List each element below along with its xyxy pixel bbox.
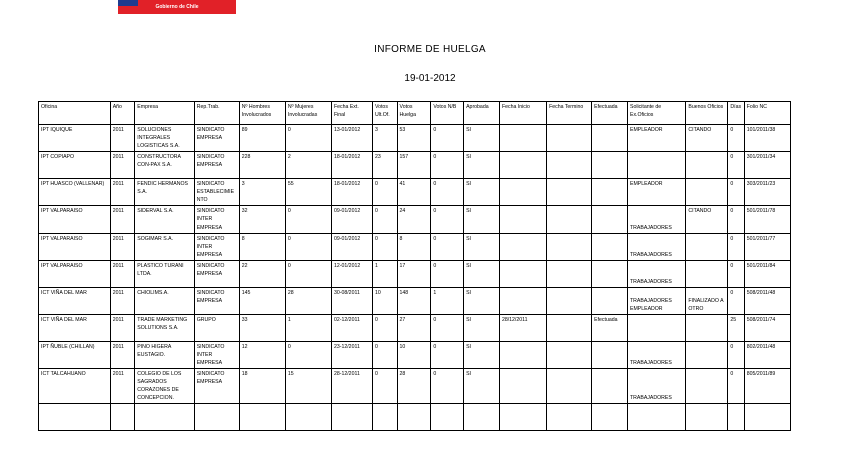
table-cell (627, 314, 685, 341)
table-cell: 0 (372, 314, 397, 341)
table-cell: 0 (285, 260, 331, 287)
table-cell: SI (464, 368, 500, 403)
table-cell (592, 233, 628, 260)
table-cell (547, 179, 592, 206)
table-cell: 0 (285, 125, 331, 152)
table-cell: 303/2011/23 (744, 179, 790, 206)
table-cell (499, 233, 546, 260)
table-cell: SI (464, 314, 500, 341)
table-cell: 0 (372, 233, 397, 260)
column-header: Nº Mujeres Involucradas (285, 102, 331, 125)
table-cell (499, 152, 546, 179)
table-cell: SINDICATO EMPRESA (194, 368, 239, 403)
table-cell: SINDICATO INTER EMPRESA (194, 341, 239, 368)
table-cell: 53 (397, 125, 431, 152)
table-cell: 0 (431, 125, 464, 152)
table-row (39, 206, 791, 233)
table-cell: 0 (285, 206, 331, 233)
table-cell (547, 233, 592, 260)
strike-report-table (38, 101, 791, 431)
table-cell (547, 341, 592, 368)
table-cell (499, 125, 546, 152)
table-cell (547, 314, 592, 341)
column-header: Fecha Inicio (499, 102, 546, 125)
table-cell: 508/2011/48 (744, 287, 790, 314)
column-header: Buenos Oficios (686, 102, 728, 125)
table-cell: 802/2011/48 (744, 341, 790, 368)
logo-flag-stripe (118, 0, 138, 6)
table-cell: 8 (239, 233, 285, 260)
table-cell: 0 (728, 206, 744, 233)
table-cell: 25 (728, 314, 744, 341)
table-cell: 22 (239, 260, 285, 287)
table-cell (686, 341, 728, 368)
table-cell: 1 (431, 287, 464, 314)
column-header: Nº Hombres Involucrados (239, 102, 285, 125)
table-cell: TRABAJADORES (627, 260, 685, 287)
table-cell: FENDIC HERMANOS S.A. (135, 179, 194, 206)
table-cell: CONSTRUCTORA CON-PAX S.A. (135, 152, 194, 179)
table-cell: TRABAJADORES EMPLEADOR (627, 287, 685, 314)
table-cell: SIDERVAL S.A. (135, 206, 194, 233)
table-cell: 55 (285, 179, 331, 206)
table-cell: SI (464, 233, 500, 260)
table-cell: 3 (239, 179, 285, 206)
table-cell: 0 (728, 125, 744, 152)
table-cell (592, 368, 628, 403)
table-cell: 2011 (110, 152, 135, 179)
table-cell: 28 (397, 368, 431, 403)
table-cell: 41 (397, 179, 431, 206)
table-cell (499, 287, 546, 314)
column-header: Fecha Ext. Final (331, 102, 372, 125)
table-row (39, 152, 791, 179)
table-cell: ICT VIÑA DEL MAR (39, 287, 111, 314)
table-cell: SI (464, 341, 500, 368)
table-cell: 2011 (110, 125, 135, 152)
column-header: Aprobada (464, 102, 500, 125)
table-cell: 3 (372, 125, 397, 152)
table-cell: 0 (728, 287, 744, 314)
table-row (39, 287, 791, 314)
table-cell: 0 (372, 341, 397, 368)
table-cell: 145 (239, 287, 285, 314)
table-cell: CITANDO (686, 206, 728, 233)
table-cell: 0 (431, 341, 464, 368)
table-cell: TRABAJADORES (627, 206, 685, 233)
table-cell: 0 (431, 368, 464, 403)
table-row (39, 125, 791, 152)
table-cell: 2011 (110, 206, 135, 233)
table-cell: 02-12/2011 (331, 314, 372, 341)
table-cell (686, 233, 728, 260)
table-cell: 0 (285, 233, 331, 260)
table-cell: IPT VALPARAISO (39, 233, 111, 260)
table-cell: FINALIZADO A OTRO (686, 287, 728, 314)
table-cell: 17 (397, 260, 431, 287)
table-cell: 18-01/2012 (331, 152, 372, 179)
table-cell (547, 287, 592, 314)
column-header: Días (728, 102, 744, 125)
table-cell (547, 368, 592, 403)
column-header: Empresa (135, 102, 194, 125)
column-header: Votos N/B (431, 102, 464, 125)
table-cell: 28/12/2011 (499, 314, 546, 341)
table-cell: 0 (431, 314, 464, 341)
table-cell: 27 (397, 314, 431, 341)
table-cell: IPT ÑUBLE (CHILLAN) (39, 341, 111, 368)
table-cell: 18-01/2012 (331, 179, 372, 206)
table-cell: IPT HUASCO (VALLENAR) (39, 179, 111, 206)
table-cell: 13-01/2012 (331, 125, 372, 152)
table-cell: 0 (372, 179, 397, 206)
table-cell: 0 (728, 152, 744, 179)
table-cell: IPT IQUIQUE (39, 125, 111, 152)
column-header: Rep.Trab. (194, 102, 239, 125)
table-cell: PINO HIGERA EUSTAGIO. (135, 341, 194, 368)
table-cell: SINDICATO INTER EMPRESA (194, 233, 239, 260)
table-cell: COLEGIO DE LOS SAGRADOS CORAZONES DE CONCEPCION. (135, 368, 194, 403)
table-cell (499, 260, 546, 287)
table-cell: ICT TALCAHUANO (39, 368, 111, 403)
table-cell: 0 (431, 179, 464, 206)
table-cell: 28 (285, 287, 331, 314)
table-cell (499, 341, 546, 368)
government-logo (118, 0, 236, 14)
table-cell: 101/2011/38 (744, 125, 790, 152)
table-cell: 2011 (110, 341, 135, 368)
table-cell: 15 (285, 368, 331, 403)
table-cell: CITANDO (686, 125, 728, 152)
table-cell: 0 (372, 368, 397, 403)
table-cell: SINDICATO EMPRESA (194, 152, 239, 179)
table-cell: IPT VALPARAISO (39, 260, 111, 287)
table-cell: 2 (285, 152, 331, 179)
table-cell: GRUPO (194, 314, 239, 341)
column-header: Año (110, 102, 135, 125)
table-cell: 30-08/2011 (331, 287, 372, 314)
table-cell (547, 125, 592, 152)
table-cell: 12 (239, 341, 285, 368)
table-cell: 501/2011/78 (744, 206, 790, 233)
table-cell (499, 368, 546, 403)
table-cell: SINDICATO EMPRESA (194, 260, 239, 287)
table-cell: IPT COPIAPO (39, 152, 111, 179)
table-cell: 10 (397, 341, 431, 368)
table-cell: 23 (372, 152, 397, 179)
table-cell: 157 (397, 152, 431, 179)
table-cell (686, 260, 728, 287)
table-cell: 1 (372, 260, 397, 287)
table-cell: 2011 (110, 287, 135, 314)
table-cell: TRADE MARKETING SOLUTIONS S.A. (135, 314, 194, 341)
table-cell: 0 (728, 260, 744, 287)
table-cell: 0 (728, 368, 744, 403)
table-cell: SINDICATO EMPRESA (194, 125, 239, 152)
column-header: Oficina (39, 102, 111, 125)
column-header: Fecha Termino (547, 102, 592, 125)
table-cell (499, 206, 546, 233)
table-cell: PLASTICO TURANI LTDA. (135, 260, 194, 287)
table-row (39, 233, 791, 260)
column-header: Folio NC (744, 102, 790, 125)
table-cell: SINDICATO ESTABLECIMIENTO (194, 179, 239, 206)
table-cell (686, 152, 728, 179)
table-cell: 1 (285, 314, 331, 341)
table-cell: 501/2011/84 (744, 260, 790, 287)
table-cell: 0 (431, 152, 464, 179)
table-cell (592, 125, 628, 152)
table-cell: TRABAJADORES (627, 341, 685, 368)
table-cell: 501/2011/77 (744, 233, 790, 260)
table-cell: SOLUCIONES INTEGRALES LOGISTICAS S.A. (135, 125, 194, 152)
table-cell: 228 (239, 152, 285, 179)
table-cell (499, 179, 546, 206)
table-cell: 148 (397, 287, 431, 314)
table-cell: 2011 (110, 314, 135, 341)
table-cell: 0 (728, 341, 744, 368)
table-cell (627, 152, 685, 179)
table-cell: 0 (431, 206, 464, 233)
table-cell: 09-01/2012 (331, 233, 372, 260)
table-cell: 805/2011/89 (744, 368, 790, 403)
table-cell: 09-01/2012 (331, 206, 372, 233)
column-header: Efectuada (592, 102, 628, 125)
table-cell: 10 (372, 287, 397, 314)
column-header: Votos Huelga (397, 102, 431, 125)
table-cell: 33 (239, 314, 285, 341)
table-row (39, 260, 791, 287)
table-cell: 0 (431, 233, 464, 260)
table-cell (592, 341, 628, 368)
table-cell: SINDICATO EMPRESA (194, 287, 239, 314)
table-cell: 89 (239, 125, 285, 152)
table-cell: SI (464, 125, 500, 152)
column-header: Solicitante de Ex.Oficios (627, 102, 685, 125)
table-cell: CHIOLIMS.A. (135, 287, 194, 314)
table-cell (592, 152, 628, 179)
table-cell: 0 (728, 179, 744, 206)
column-header: Votos Ult.Of. (372, 102, 397, 125)
table-cell: IPT VALPARAISO (39, 206, 111, 233)
table-cell (686, 179, 728, 206)
table-cell: 24 (397, 206, 431, 233)
table-cell: 508/2011/74 (744, 314, 790, 341)
table-cell (592, 260, 628, 287)
table-cell: SI (464, 287, 500, 314)
table-cell: 0 (728, 233, 744, 260)
table-cell: 32 (239, 206, 285, 233)
table-cell: 2011 (110, 179, 135, 206)
table-row (39, 179, 791, 206)
table-row (39, 341, 791, 368)
table-cell (592, 287, 628, 314)
table-cell: 18 (239, 368, 285, 403)
table-cell: ICT VIÑA DEL MAR (39, 314, 111, 341)
table-cell (547, 260, 592, 287)
table-cell (686, 314, 728, 341)
table-row (39, 368, 791, 403)
table-cell: SI (464, 179, 500, 206)
table-cell: SINDICATO INTER EMPRESA (194, 206, 239, 233)
table-cell: 2011 (110, 368, 135, 403)
table-cell (547, 206, 592, 233)
table-cell: TRABAJADORES (627, 233, 685, 260)
table-cell: 8 (397, 233, 431, 260)
table-cell (547, 152, 592, 179)
table-cell: 301/2011/34 (744, 152, 790, 179)
table-cell: 0 (285, 341, 331, 368)
report-date: 19-01-2012 (404, 73, 456, 84)
table-cell (686, 368, 728, 403)
table-cell: 2011 (110, 233, 135, 260)
table-cell (592, 206, 628, 233)
table-cell: 0 (372, 206, 397, 233)
table-row (39, 314, 791, 341)
table-cell: SOGIMAR S.A. (135, 233, 194, 260)
table-cell: SI (464, 206, 500, 233)
table-cell: EMPLEADOR (627, 125, 685, 152)
table-cell: 12-01/2012 (331, 260, 372, 287)
table-cell: EMPLEADOR (627, 179, 685, 206)
table-cell: 2011 (110, 260, 135, 287)
table-cell (592, 179, 628, 206)
table-header-row (39, 102, 791, 125)
table-cell: 28-12/2011 (331, 368, 372, 403)
table-cell: TRABAJADORES (627, 368, 685, 403)
table-cell: SI (464, 260, 500, 287)
table-cell: SI (464, 152, 500, 179)
logo-text: Gobierno de Chile (155, 4, 199, 10)
table-cell: Efectuada (592, 314, 628, 341)
table-cell: 23-12/2011 (331, 341, 372, 368)
table-cell: 0 (431, 260, 464, 287)
report-title: INFORME DE HUELGA (374, 44, 486, 55)
table-row-partial (39, 404, 791, 431)
